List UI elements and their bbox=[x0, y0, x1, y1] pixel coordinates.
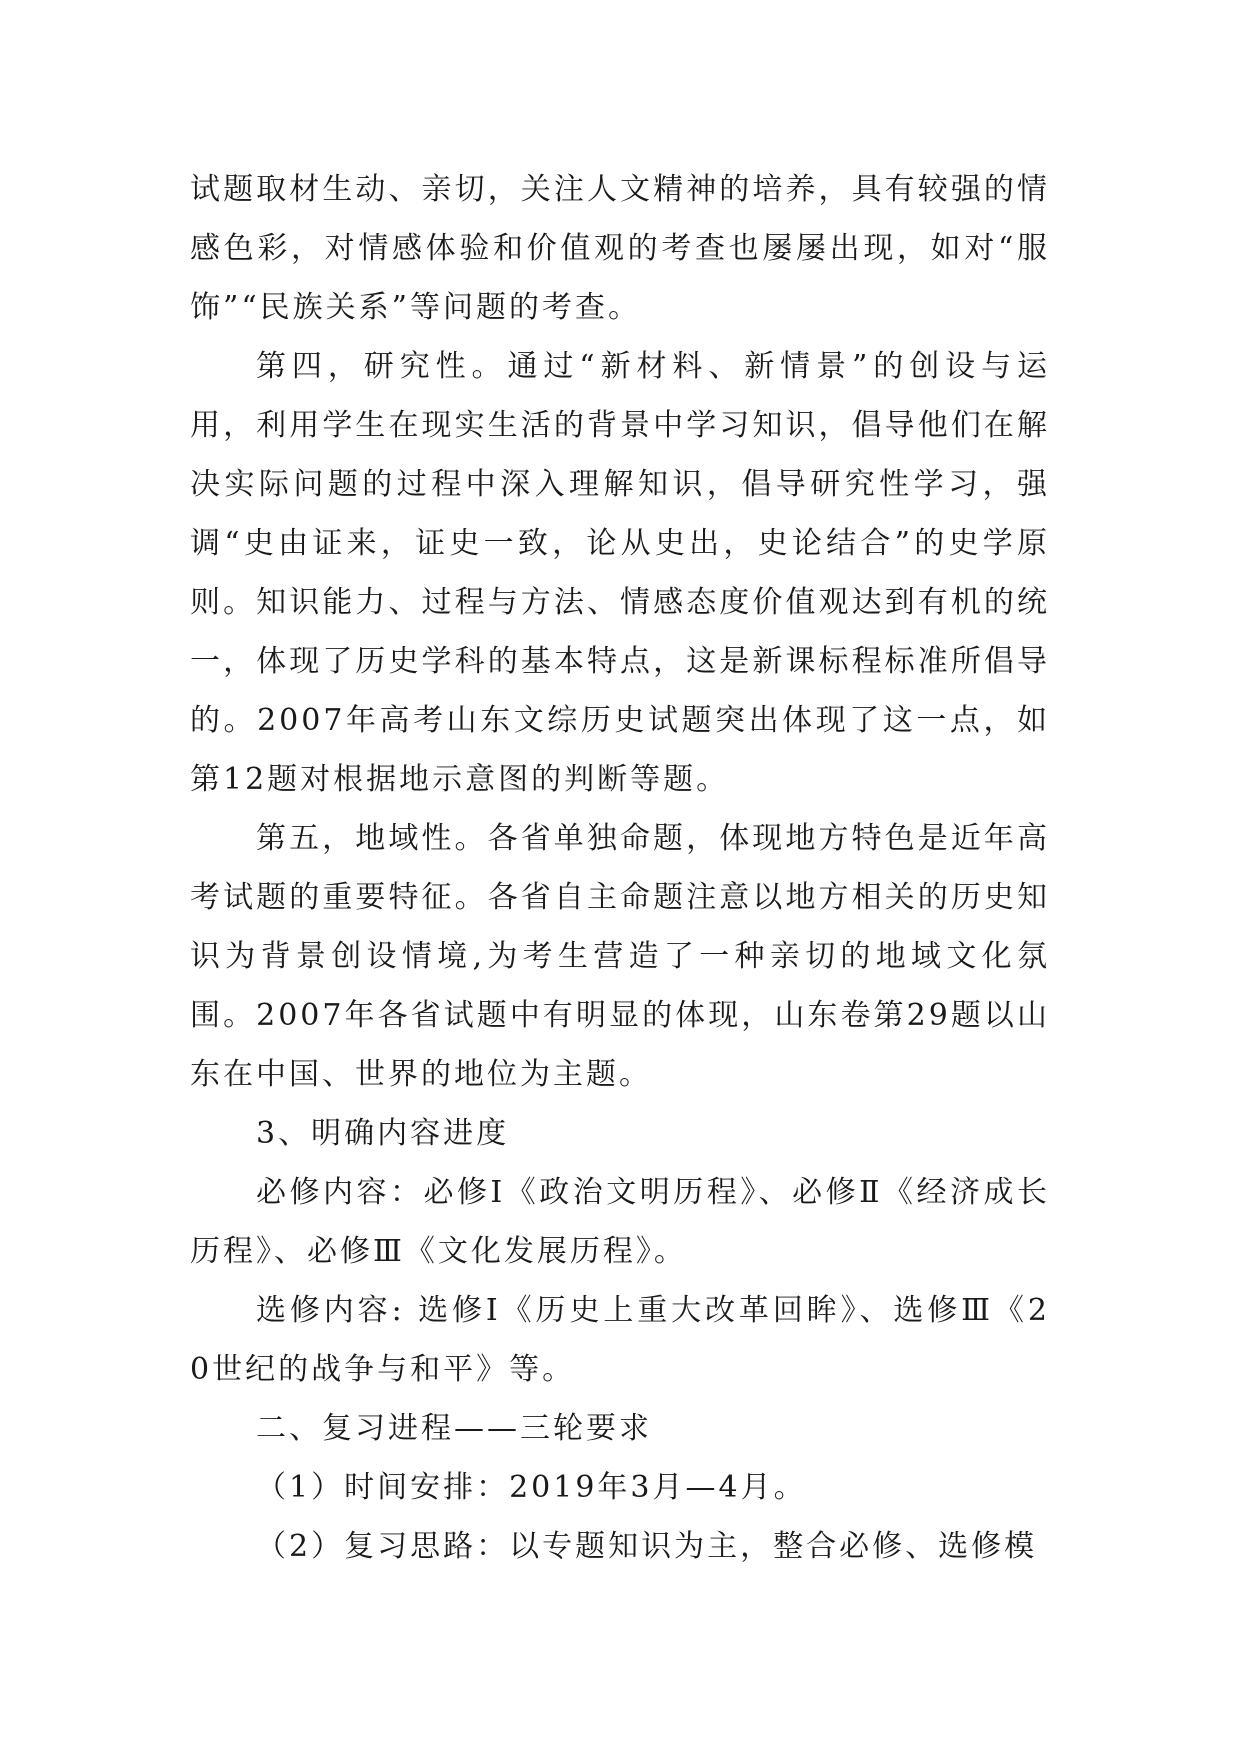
paragraph-required-content: 必修内容：必修Ⅰ《政治文明历程》、必修Ⅱ《经济成长历程》、必修Ⅲ《文化发展历程》。 bbox=[190, 1175, 1050, 1269]
item-time-schedule: （1）时间安排：2019年3月—4月。 bbox=[256, 1470, 807, 1505]
heading-review-process: 二、复习进程——三轮要求 bbox=[256, 1411, 652, 1446]
paragraph-fourth-research: 第四，研究性。通过“新材料、新情景”的创设与运用，利用学生在现实生活的背景中学习知识，倡导他们在解决实际问题的过程中深入理解知识，倡导研究性学习，强调“史由证来，证史一致，论从史出，史论结合”的史学原则。知识能力、过程与方法、情感态度价值观达到有机的统一，体现了历史学科的基本特点，这是新课标程标准所倡导的。2007年高考山东文综历史试题突出体现了这一点，如第12题对根据地示意图的判断等题。 bbox=[190, 349, 1050, 797]
paragraph-continuation: 试题取材生动、亲切，关注人文精神的培养，具有较强的情感色彩，对情感体验和价值观的考查也屡屡出现，如对“服饰”“民族关系”等问题的考查。 bbox=[190, 172, 1050, 325]
paragraph-elective-content: 选修内容: 选修Ⅰ《历史上重大改革回眸》、选修Ⅲ《20世纪的战争与和平》等。 bbox=[190, 1293, 1050, 1387]
paragraph-fifth-regional: 第五，地域性。各省单独命题，体现地方特色是近年高考试题的重要特征。各省自主命题注意以地方相关的历史知识为背景创设情境,为考生营造了一种亲切的地域文化氛围。2007年各省试题中有明显的体现，山东卷第29题以山东在中国、世界的地位为主题。 bbox=[190, 821, 1050, 1092]
item-review-approach: （2）复习思路：以专题知识为主，整合必修、选修模 bbox=[256, 1529, 1038, 1564]
heading-content-progress: 3、明确内容进度 bbox=[256, 1116, 510, 1151]
document-body bbox=[190, 160, 1050, 1576]
